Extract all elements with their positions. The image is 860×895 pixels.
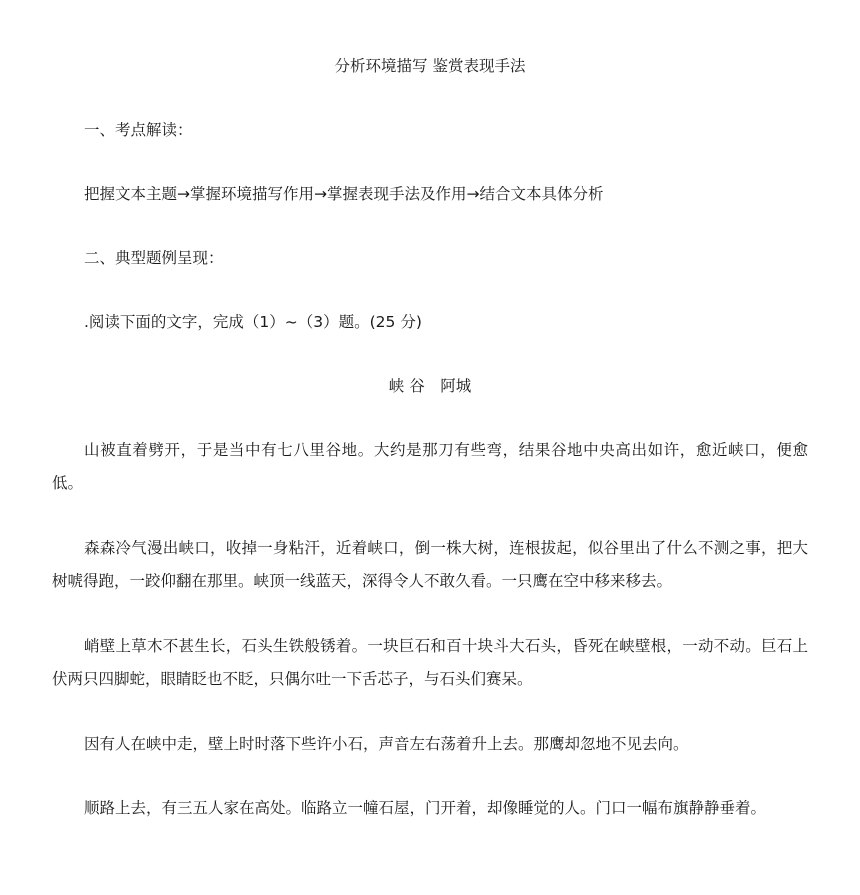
passage-paragraph: 山被直着劈开，于是当中有七八里谷地。大约是那刀有些弯，结果谷地中央高出如许，愈近峡口，便愈低。 [52,441,808,492]
section-heading-exam-points: 一、考点解读： [84,121,193,139]
passage-paragraph: 因有人在峡中走，壁上时时落下些许小石，声音左右荡着升上去。那鹰却忽地不见去向。 [84,735,689,753]
document-title: 分析环境描写 鉴赏表现手法 [334,57,526,75]
exam-points-body: 把握文本主题→掌握环境描写作用→掌握表现手法及作用→结合文本具体分析 [84,185,604,203]
passage-title: 峡 谷 阿城 [388,377,472,395]
passage-paragraph: 森森冷气漫出峡口，收掉一身粘汗，近着峡口，倒一株大树，连根拔起，似谷里出了什么不测之事，把大树唬得跑，一跤仰翻在那里。峡顶一线蓝天，深得令人不敢久看。一只鹰在空中移来移去。 [52,539,808,590]
passage-paragraph: 顺路上去，有三五人家在高处。临路立一幢石屋，门开着，却像睡觉的人。门口一幅布旗静静垂着。 [84,799,767,817]
section-heading-typical-examples: 二、典型题例呈现： [84,249,224,267]
passage-paragraph: 峭壁上草木不甚生长，石头生铁般锈着。一块巨石和百十块斗大石头，昏死在峡壁根，一动不动。巨石上伏两只四脚蛇，眼睛眨也不眨，只偶尔吐一下舌芯子，与石头们赛呆。 [52,637,808,688]
question-intro: .阅读下面的文字，完成（1）~（3）题。(25 分) [84,313,422,331]
